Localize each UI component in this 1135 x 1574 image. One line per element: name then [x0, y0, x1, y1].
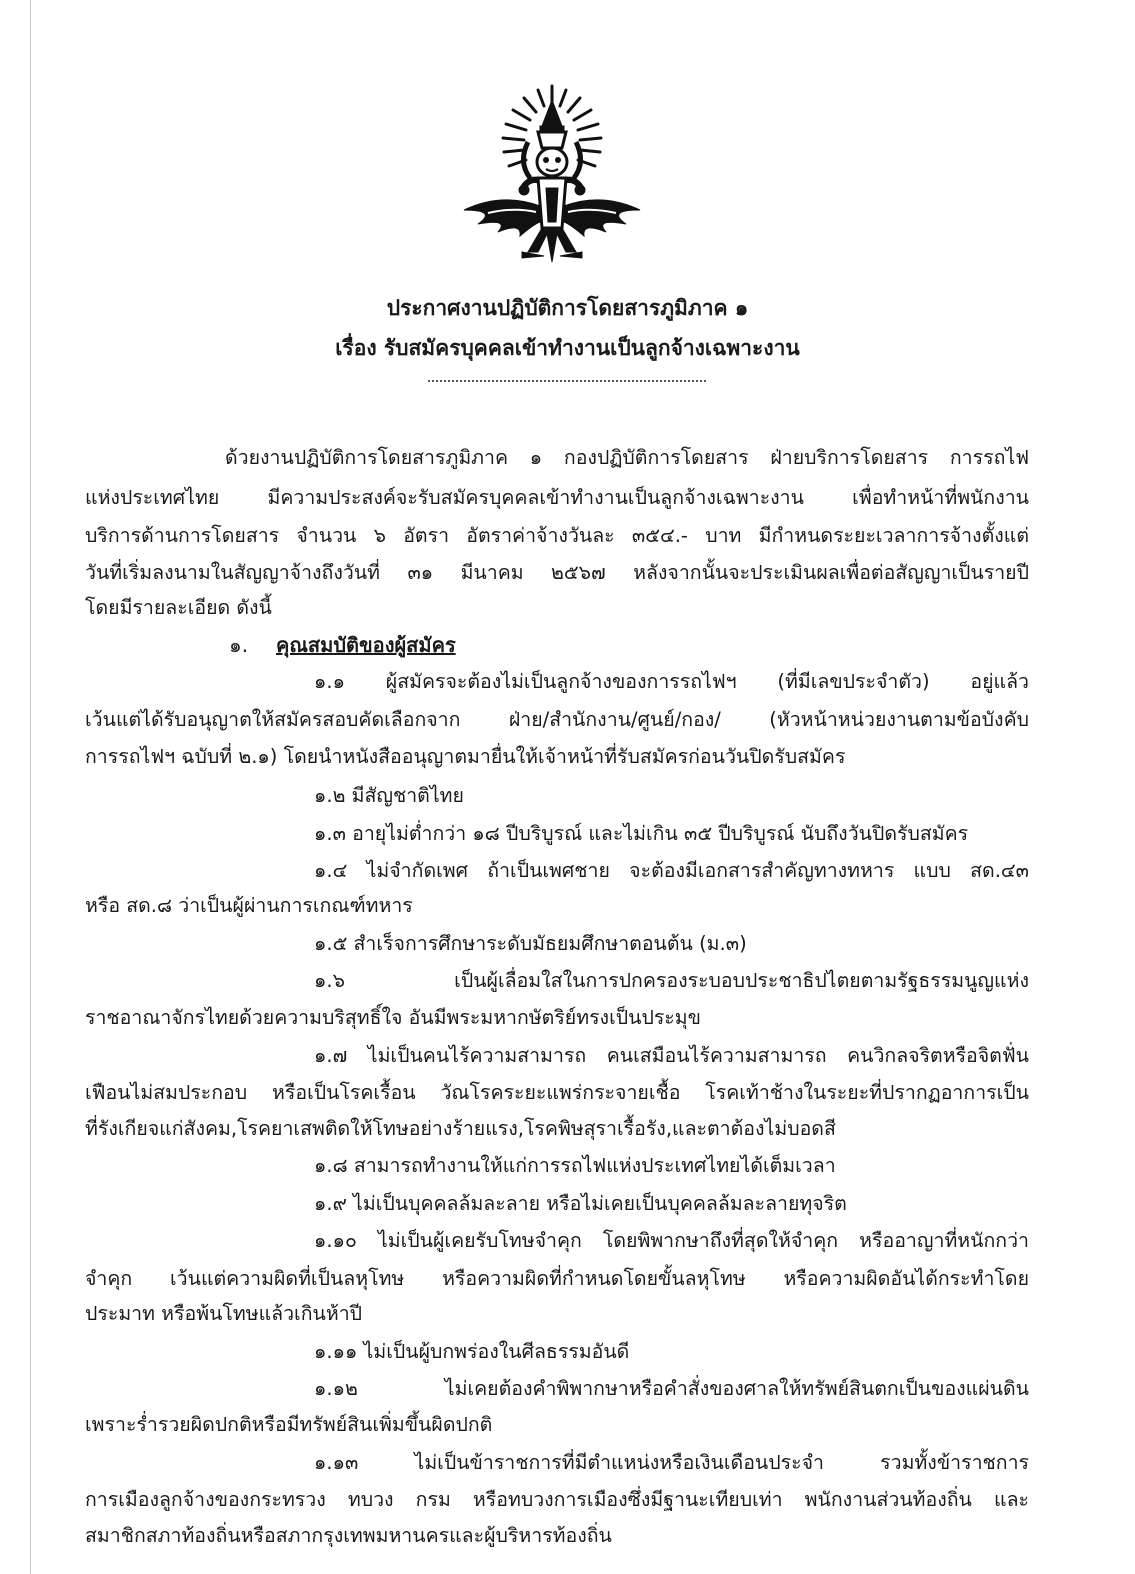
- intro-line: แห่งประเทศไทย มีความประสงค์จะรับสมัครบุคคลเข้าทำงานเป็นลูกจ้างเฉพาะงาน เพื่อทำหน้าที่พนักงาน: [85, 486, 1029, 509]
- qualification-item-continuation: การรถไฟฯ ฉบับที่ ๒.๑) โดยนำหนังสืออนุญาตมายื่นให้เจ้าหน้าที่รับสมัครก่อนวันปิดรับสมัคร: [85, 745, 846, 768]
- qualification-item: ๑.๑๓ ไม่เป็นข้าราชการที่มีตำแหน่งหรือเงินเดือนประจำ รวมทั้งข้าราชการ: [314, 1451, 1029, 1474]
- intro-line: วันที่เริ่มลงนามในสัญญาจ้างถึงวันที่ ๓๑ มีนาคม ๒๕๖๗ หลังจากนั้นจะประเมินผลเพื่อต่อสัญญาเป็นรายปี: [85, 561, 1029, 584]
- qualification-item: ๑.๔ ไม่จำกัดเพศ ถ้าเป็นเพศชาย จะต้องมีเอกสารสำคัญทางทหาร แบบ สด.๔๓: [314, 859, 1029, 882]
- qualification-item: ๑.๓ อายุไม่ต่ำกว่า ๑๘ ปีบริบูรณ์ และไม่เกิน ๓๕ ปีบริบูรณ์ นับถึงวันปิดรับสมัคร: [314, 822, 969, 845]
- qualification-item: ๑.๗ ไม่เป็นคนไร้ความสามารถ คนเสมือนไร้ความสามารถ คนวิกลจริตหรือจิตฟั่น: [314, 1044, 1029, 1067]
- qualification-item: ๑.๑๒ ไม่เคยต้องคำพิพากษาหรือคำสั่งของศาลให้ทรัพย์สินตกเป็นของแผ่นดิน: [314, 1377, 1029, 1400]
- section-title: คุณสมบัติของผู้สมัคร: [276, 633, 456, 657]
- intro-line: บริการด้านการโดยสาร จำนวน ๖ อัตรา อัตราค่าจ้างวันละ ๓๕๔.- บาท มีกำหนดระยะเวลาการจ้างตั้งแต่: [85, 524, 1029, 547]
- title-divider: [428, 380, 706, 382]
- qualification-item-continuation: ที่รังเกียจแก่สังคม,โรคยาเสพติดให้โทษอย่างร้ายแรง,โรคพิษสุราเรื้อรัง,และตาต้องไม่บอดสี: [85, 1117, 836, 1140]
- qualification-item: ๑.๙ ไม่เป็นบุคคลล้มละลาย หรือไม่เคยเป็นบุคคลล้มละลายทุจริต: [314, 1192, 847, 1215]
- qualification-item: ๑.๑ ผู้สมัครจะต้องไม่เป็นลูกจ้างของการรถไฟฯ (ที่มีเลขประจำตัว) อยู่แล้ว: [314, 670, 1029, 693]
- qualification-item-continuation: สมาชิกสภาท้องถิ่นหรือสภากรุงเทพมหานครและผู้บริหารท้องถิ่น: [85, 1524, 612, 1547]
- qualification-item-continuation: หรือ สด.๘ ว่าเป็นผู้ผ่านการเกณฑ์ทหาร: [85, 894, 413, 917]
- page-edge: [30, 0, 31, 1574]
- qualification-item: ๑.๑๐ ไม่เป็นผู้เคยรับโทษจำคุก โดยพิพากษาถึงที่สุดให้จำคุก หรืออาญาที่หนักกว่า: [314, 1229, 1029, 1252]
- intro-line: โดยมีรายละเอียด ดังนี้: [85, 596, 272, 619]
- qualification-item-continuation: เฟือนไม่สมประกอบ หรือเป็นโรคเรื้อน วัณโรคระยะแพร่กระจายเชื้อ โรคเท้าช้างในระยะที่ปรากฏอาการเป็น: [85, 1081, 1029, 1104]
- section-number: ๑.: [229, 633, 249, 657]
- qualification-item-continuation: เพราะร่ำรวยผิดปกติหรือมีทรัพย์สินเพิ่มขึ้นผิดปกติ: [85, 1413, 493, 1436]
- announcement-title: ประกาศงานปฏิบัติการโดยสารภูมิภาค ๑: [386, 296, 749, 320]
- intro-line: ด้วยงานปฏิบัติการโดยสารภูมิภาค ๑ กองปฏิบัติการโดยสาร ฝ่ายบริการโดยสาร การรถไฟ: [225, 446, 1029, 469]
- srt-emblem-icon: [458, 82, 646, 268]
- qualification-item-continuation: เว้นแต่ได้รับอนุญาตให้สมัครสอบคัดเลือกจาก ฝ่าย/สำนักงาน/ศูนย์/กอง/ (หัวหน้าหน่วยงานตามข้อบังคับ: [85, 708, 1029, 731]
- qualification-item: ๑.๘ สามารถทำงานให้แก่การรถไฟแห่งประเทศไทยได้เต็มเวลา: [314, 1154, 836, 1177]
- qualification-item-continuation: การเมืองลูกจ้างของกระทรวง ทบวง กรม หรือทบวงการเมืองซึ่งมีฐานะเทียบเท่า พนักงานส่วนท้องถิ่น และ: [85, 1488, 1029, 1511]
- qualification-item-continuation: จำคุก เว้นแต่ความผิดที่เป็นลหุโทษ หรือความผิดที่กำหนดโดยขั้นลหุโทษ หรือความผิดอันได้กระทำโดย: [85, 1267, 1029, 1290]
- qualification-item-continuation: ประมาท หรือพ้นโทษแล้วเกินห้าปี: [85, 1302, 363, 1325]
- qualification-item: ๑.๒ มีสัญชาติไทย: [314, 784, 464, 807]
- announcement-subject: เรื่อง รับสมัครบุคคลเข้าทำงานเป็นลูกจ้างเฉพาะงาน: [335, 336, 800, 360]
- qualification-item-continuation: ราชอาณาจักรไทยด้วยความบริสุทธิ์ใจ อันมีพระมหากษัตริย์ทรงเป็นประมุข: [85, 1006, 701, 1029]
- qualification-item: ๑.๑๑ ไม่เป็นผู้บกพร่องในศีลธรรมอันดี: [314, 1340, 630, 1363]
- qualification-item: ๑.๖ เป็นผู้เลื่อมใสในการปกครองระบอบประชาธิปไตยตามรัฐธรรมนูญแห่ง: [314, 969, 1029, 992]
- qualification-item: ๑.๕ สำเร็จการศึกษาระดับมัธยมศึกษาตอนต้น (ม.๓): [314, 932, 747, 955]
